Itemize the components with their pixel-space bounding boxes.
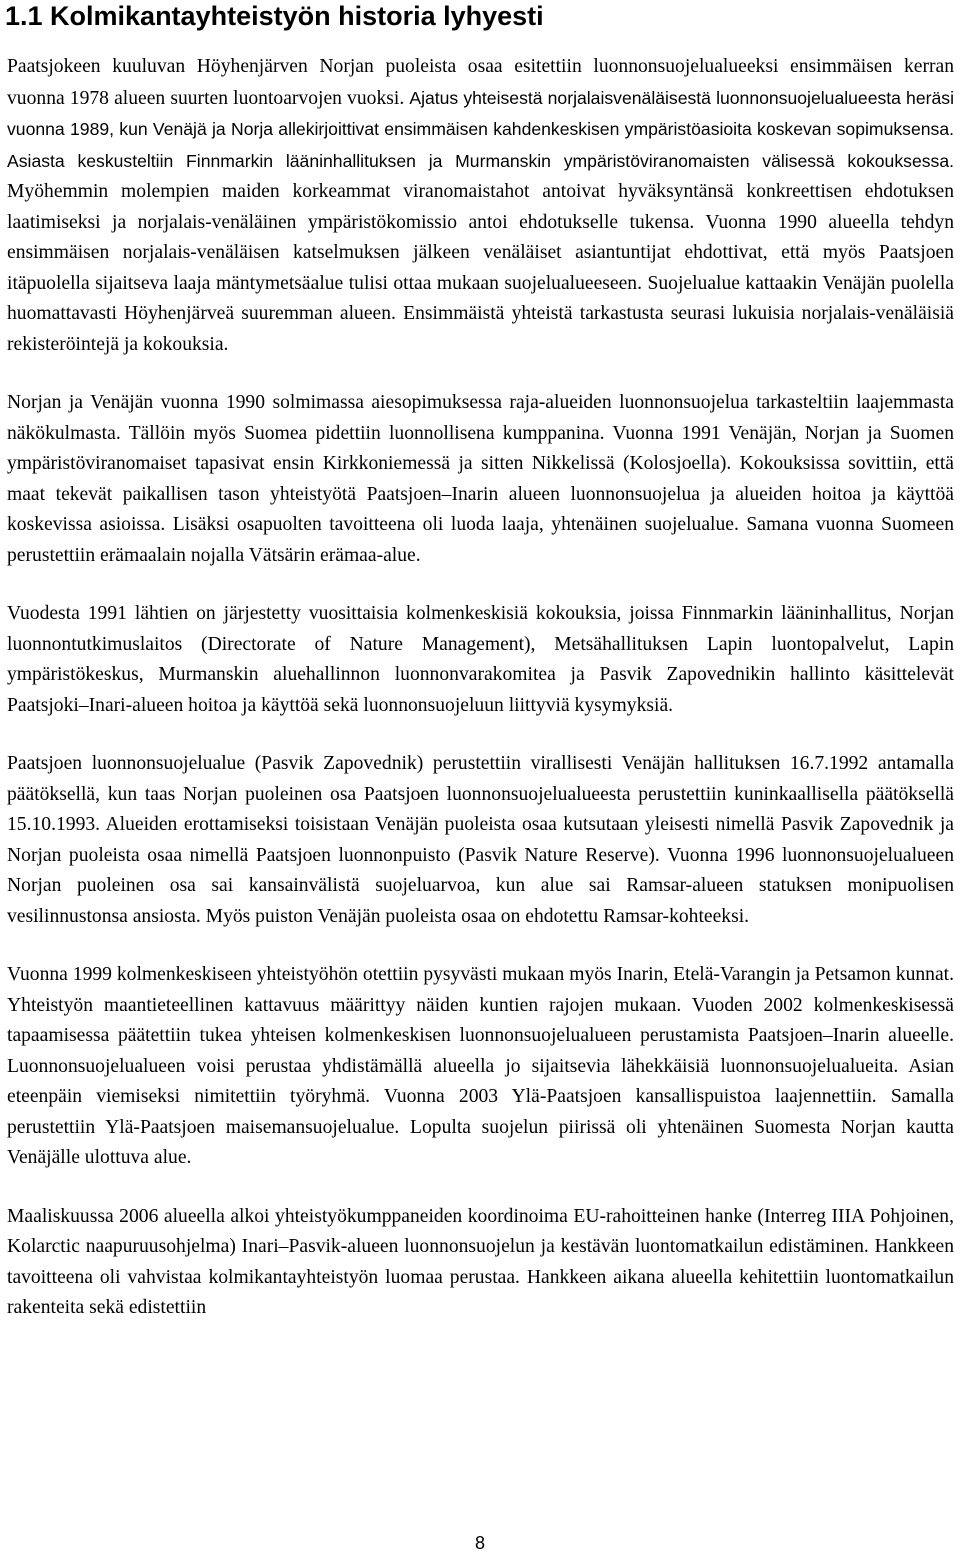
page-number: 8 [474, 1533, 485, 1553]
paragraph-4-text: Paatsjoen luonnonsuojelualue (Pasvik Zapovednik) perustettiin virallisesti Venäjän hallituksen 16.7.1992 antamalla päätöksellä, kun taas Norjan puoleinen osa Paatsjoen luonnonsuojelualueesta perustettiin kuninkaallisella päätöksellä 15.10.1993. Alueiden erottamiseksi toisistaan Venäjän puoleista osaa kutsutaan yleisesti nimellä Pasvik Zapovednik ja Norjan puoleista osaa nimellä Paatsjoen luonnonpuisto (Pasvik Nature Reserve). Vuonna 1996 luonnonsuojelualueen Norjan puoleinen osa sai kansainvälistä suojeluarvoa, kun alue sai Ramsar-alueen statuksen monipuolisen vesilinnustonsa ansiosta. Myös puiston Venäjän puoleista osaa on ehdotettu Ramsar-kohteeksi. [7, 753, 954, 927]
paragraph-6-text: Maaliskuussa 2006 alueella alkoi yhteistyökumppaneiden koordinoima EU-rahoitteinen hanke (Interreg IIIA Pohjoinen, Kolarctic naapuruusohjelma) Inari–Pasvik-alueen luonnonsuojelun ja kestävän luontomatkailun edistäminen. Hankkeen tavoitteena oli vahvistaa kolmikantayhteistyön luomaa perustaa. Hankkeen aikana alueella kehitettiin luontomatkailun rakenteita sekä edistettiin [7, 1205, 954, 1318]
paragraph-1 [7, 52, 954, 360]
paragraph-3-text: Vuodesta 1991 lähtien on järjestetty vuosittaisia kolmenkeskisiä kokouksia, joissa Finnmarkin lääninhallitus, Norjan luonnontutkimuslaitos (Directorate of Nature Management), Metsähallituksen Lapin luontopalvelut, Lapin ympäristökeskus, Murmanskin aluehallinnon luonnonvarakomitea ja Pasvik Zapovednikin hallinto käsittelevät Paatsjoki–Inari-alueen hoitoa ja käyttöä sekä luonnonsuojeluun liittyviä kysymyksiä. [7, 603, 954, 716]
body-text [7, 52, 954, 1352]
paragraph-4 [7, 749, 954, 932]
paragraph-2-text: Norjan ja Venäjän vuonna 1990 solmimassa aiesopimuksessa raja-alueiden luonnonsuojelua tarkasteltiin laajemmasta näkökulmasta. Tällöin myös Suomea pidettiin luonnollisena kumppanina. Vuonna 1991 Venäjän, Norjan ja Suomen ympäristöviranomaiset tapasivat ensin Kirkkoniemessä ja sitten Nikkelissä (Kolosjoella). Kokouksissa sovittiin, että maat tekevät paikallisen tason yhteistyötä Paatsjoen–Inarin alueen luonnonsuojelua ja alueiden hoitoa ja käyttöä koskevissa asioissa. Lisäksi osapuolten tavoitteena oli luoda laaja, yhtenäinen suojelualue. Samana vuonna Suomeen perustettiin erämaalain nojalla Vätsärin erämaa-alue. [7, 392, 954, 566]
paragraph-6 [7, 1202, 954, 1324]
section-heading: 1.1 Kolmikantayhteistyön historia lyhyesti [5, 1, 544, 31]
paragraph-1-part-3: Myöhemmin molempien maiden korkeammat viranomaistahot antoivat hyväksyntänsä konkreettisen ehdotuksen laatimiseksi ja norjalais-venäläinen ympäristökomissio antoi ehdotukselle tukensa. Vuonna 1990 alueella tehdyn ensimmäisen norjalais-venäläisen katselmuksen jälkeen venäläiset asiantuntijat ehdottivat, että myös Paatsjoen itäpuolella sijaitseva laaja mäntymetsäalue tulisi ottaa mukaan suojelualueeseen. Suojelualue kattaakin Venäjän puolella huomattavasti Höyhenjärveä suuremman alueen. Ensimmäistä yhteistä tarkastusta seurasi lukuisia norjalais-venäläisiä rekisteröintejä ja kokouksia. [7, 181, 954, 355]
paragraph-2 [7, 388, 954, 571]
paragraph-3 [7, 599, 954, 721]
paragraph-5 [7, 960, 954, 1174]
paragraph-5-text: Vuonna 1999 kolmenkeskiseen yhteistyöhön otettiin pysyvästi mukaan myös Inarin, Etelä-Varangin ja Petsamon kunnat. Yhteistyön maantieteellinen kattavuus määrittyy näiden kuntien rajojen mukaan. Vuoden 2002 kolmenkeskisessä tapaamisessa päätettiin tukea yhteisen kolmenkeskisen luonnonsuojelualueen perustamista Paatsjoen–Inarin alueelle. Luonnonsuojelualueen voisi perustaa yhdistämällä alueella jo sijaitsevia lähekkäisiä luonnonsuojelualueita. Asian eteenpäin viemiseksi nimitettiin työryhmä. Vuonna 2003 Ylä-Paatsjoen kansallispuistoa laajennettiin. Samalla perustettiin Ylä-Paatsjoen maisemansuojelualue. Lopulta suojelun piirissä oli yhtenäinen Suomesta Norjan kautta Venäjälle ulottuva alue. [7, 964, 954, 1168]
paragraph-1-part-2: Ajatus yhteisestä norjalaisvenäläisestä luonnonsuojelualueesta heräsi vuonna 1989, kun Venäjä ja Norja allekirjoittivat ensimmäisen kahdenkeskisen ympäristöasioita koskevan sopimuksensa. Asiasta keskusteltiin Finnmarkin lääninhallituksen ja Murmanskin ympäristöviranomaisten välisessä kokouksessa. [7, 87, 954, 171]
paragraph-1-part-1: Paatsjokeen kuuluvan Höyhenjärven Norjan puoleista osaa esitettiin luonnonsuojelualueeksi ensimmäisen kerran vuonna 1978 alueen suurten luontoarvojen vuoksi. [7, 56, 954, 109]
